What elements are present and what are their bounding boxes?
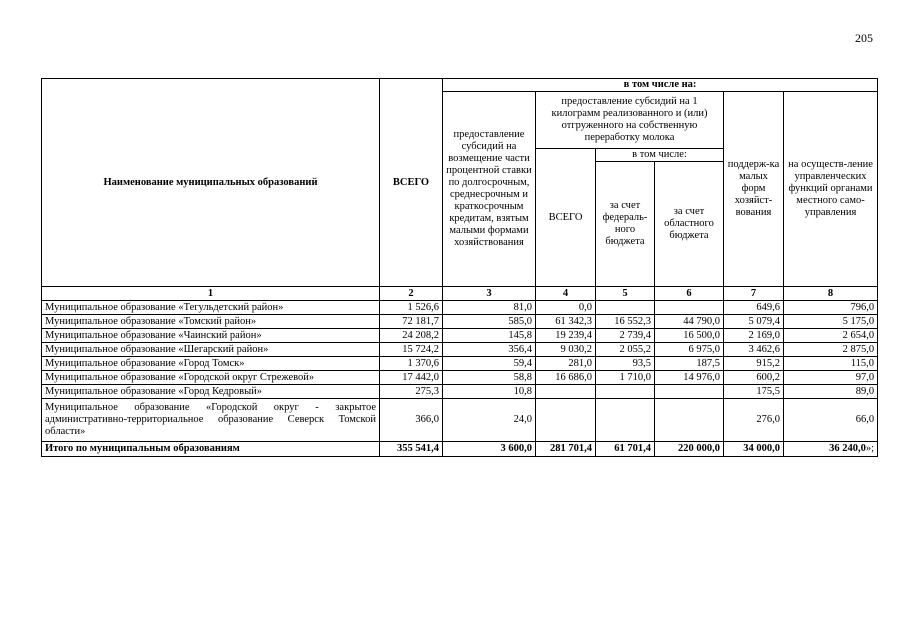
- header-milk-including: в том числе:: [596, 149, 724, 162]
- cell-total: 72 181,7: [380, 315, 443, 329]
- cell-small-forms: 2 169,0: [724, 329, 784, 343]
- cell-regional: 16 500,0: [655, 329, 724, 343]
- cell-milk-total: 9 030,2: [536, 343, 596, 357]
- cell-small-forms: 649,6: [724, 301, 784, 315]
- cell-regional: 44 790,0: [655, 315, 724, 329]
- cell-small-forms: 5 079,4: [724, 315, 784, 329]
- table-row: [42, 357, 878, 371]
- cell-regional: 220 000,0: [655, 442, 724, 457]
- column-number: 7: [724, 287, 784, 301]
- municipality-name: Муниципальное образование «Городской округ - закрытое административно-территориальное образование Северск Томской области»: [42, 399, 380, 442]
- cell-total: 355 541,4: [380, 442, 443, 457]
- column-number: 4: [536, 287, 596, 301]
- cell-milk-total: [536, 385, 596, 399]
- municipality-name: Муниципальное образование «Город Кедровый»: [42, 385, 380, 399]
- cell-interest: 58,8: [443, 371, 536, 385]
- cell-regional: 6 975,0: [655, 343, 724, 357]
- cell-local-gov: 2 875,0: [784, 343, 878, 357]
- column-number: 6: [655, 287, 724, 301]
- municipality-name: Муниципальное образование «Чаинский район»: [42, 329, 380, 343]
- municipality-name: Муниципальное образование «Томский район»: [42, 315, 380, 329]
- total-row: [42, 442, 878, 457]
- cell-regional: [655, 385, 724, 399]
- cell-federal: 61 701,4: [596, 442, 655, 457]
- cell-total: 15 724,2: [380, 343, 443, 357]
- cell-federal: 2 739,4: [596, 329, 655, 343]
- column-number: 2: [380, 287, 443, 301]
- cell-local-gov: 796,0: [784, 301, 878, 315]
- cell-local-gov: 115,0: [784, 357, 878, 371]
- cell-small-forms: 34 000,0: [724, 442, 784, 457]
- column-number: 5: [596, 287, 655, 301]
- table-row: [42, 343, 878, 357]
- cell-interest: 585,0: [443, 315, 536, 329]
- cell-total: 24 208,2: [380, 329, 443, 343]
- header-federal: за счет федераль-ного бюджета: [596, 162, 655, 287]
- municipality-name: Муниципальное образование «Городской округ Стрежевой»: [42, 371, 380, 385]
- header-small-forms: поддерж-ка малых форм хозяйст-вования: [724, 92, 784, 287]
- cell-milk-total: 16 686,0: [536, 371, 596, 385]
- cell-total: 275,3: [380, 385, 443, 399]
- cell-federal: 1 710,0: [596, 371, 655, 385]
- cell-local-gov: [784, 442, 878, 457]
- cell-local-gov: 2 654,0: [784, 329, 878, 343]
- cell-local-gov: 97,0: [784, 371, 878, 385]
- cell-regional: 14 976,0: [655, 371, 724, 385]
- header-regional: за счет областного бюджета: [655, 162, 724, 287]
- column-numbers-row: [42, 287, 878, 301]
- subsidy-table: [41, 78, 878, 457]
- cell-federal: [596, 385, 655, 399]
- cell-regional: [655, 301, 724, 315]
- cell-interest: 10,8: [443, 385, 536, 399]
- cell-small-forms: 175,5: [724, 385, 784, 399]
- table-row: [42, 385, 878, 399]
- header-local-gov: на осуществ-ление управленческих функций органами местного само-управления: [784, 92, 878, 287]
- cell-milk-total: 281,0: [536, 357, 596, 371]
- table-row: [42, 399, 878, 442]
- cell-total: 17 442,0: [380, 371, 443, 385]
- column-number: 3: [443, 287, 536, 301]
- cell-interest: 3 600,0: [443, 442, 536, 457]
- header-interest-subsidy: предоставление субсидий на возмещение части процентной ставки по долгосрочным, среднесрочным и краткосрочным кредитам, взятым малыми формами хозяйствования: [443, 92, 536, 287]
- header-name: Наименование муниципальных образований: [42, 79, 380, 287]
- cell-small-forms: 915,2: [724, 357, 784, 371]
- cell-interest: 24,0: [443, 399, 536, 442]
- header-including: в том числе на:: [443, 79, 878, 92]
- cell-total: 366,0: [380, 399, 443, 442]
- cell-federal: [596, 301, 655, 315]
- table-row: [42, 315, 878, 329]
- cell-federal: 2 055,2: [596, 343, 655, 357]
- page-number: 205: [855, 31, 873, 45]
- cell-milk-total: 61 342,3: [536, 315, 596, 329]
- cell-federal: [596, 399, 655, 442]
- cell-total: 1 526,6: [380, 301, 443, 315]
- cell-local-gov: 5 175,0: [784, 315, 878, 329]
- cell-interest: 59,4: [443, 357, 536, 371]
- municipality-name: Муниципальное образование «Шегарский район»: [42, 343, 380, 357]
- municipality-name: Муниципальное образование «Тегульдетский район»: [42, 301, 380, 315]
- cell-local-gov: 66,0: [784, 399, 878, 442]
- closing-quote-suffix: »;: [865, 443, 875, 454]
- cell-local-gov: 89,0: [784, 385, 878, 399]
- municipality-name: Муниципальное образование «Город Томск»: [42, 357, 380, 371]
- column-number: 8: [784, 287, 878, 301]
- cell-small-forms: 3 462,6: [724, 343, 784, 357]
- table-row: [42, 329, 878, 343]
- table-row: [42, 371, 878, 385]
- cell-interest: 81,0: [443, 301, 536, 315]
- total-local-gov-value: 36 240,0: [829, 443, 866, 454]
- cell-interest: 145,8: [443, 329, 536, 343]
- cell-regional: 187,5: [655, 357, 724, 371]
- total-label: Итого по муниципальным образованиям: [42, 442, 380, 457]
- cell-milk-total: 19 239,4: [536, 329, 596, 343]
- header-milk-total: ВСЕГО: [536, 149, 596, 287]
- header-total: ВСЕГО: [380, 79, 443, 287]
- cell-federal: 93,5: [596, 357, 655, 371]
- cell-federal: 16 552,3: [596, 315, 655, 329]
- cell-total: 1 370,6: [380, 357, 443, 371]
- cell-small-forms: 276,0: [724, 399, 784, 442]
- header-milk-subsidy: предоставление субсидий на 1 килограмм реализованного и (или) отгруженного на собственную переработку молока: [536, 92, 724, 149]
- cell-interest: 356,4: [443, 343, 536, 357]
- column-number: 1: [42, 287, 380, 301]
- cell-milk-total: 0,0: [536, 301, 596, 315]
- cell-regional: [655, 399, 724, 442]
- cell-small-forms: 600,2: [724, 371, 784, 385]
- table-row: [42, 301, 878, 315]
- cell-milk-total: 281 701,4: [536, 442, 596, 457]
- cell-milk-total: [536, 399, 596, 442]
